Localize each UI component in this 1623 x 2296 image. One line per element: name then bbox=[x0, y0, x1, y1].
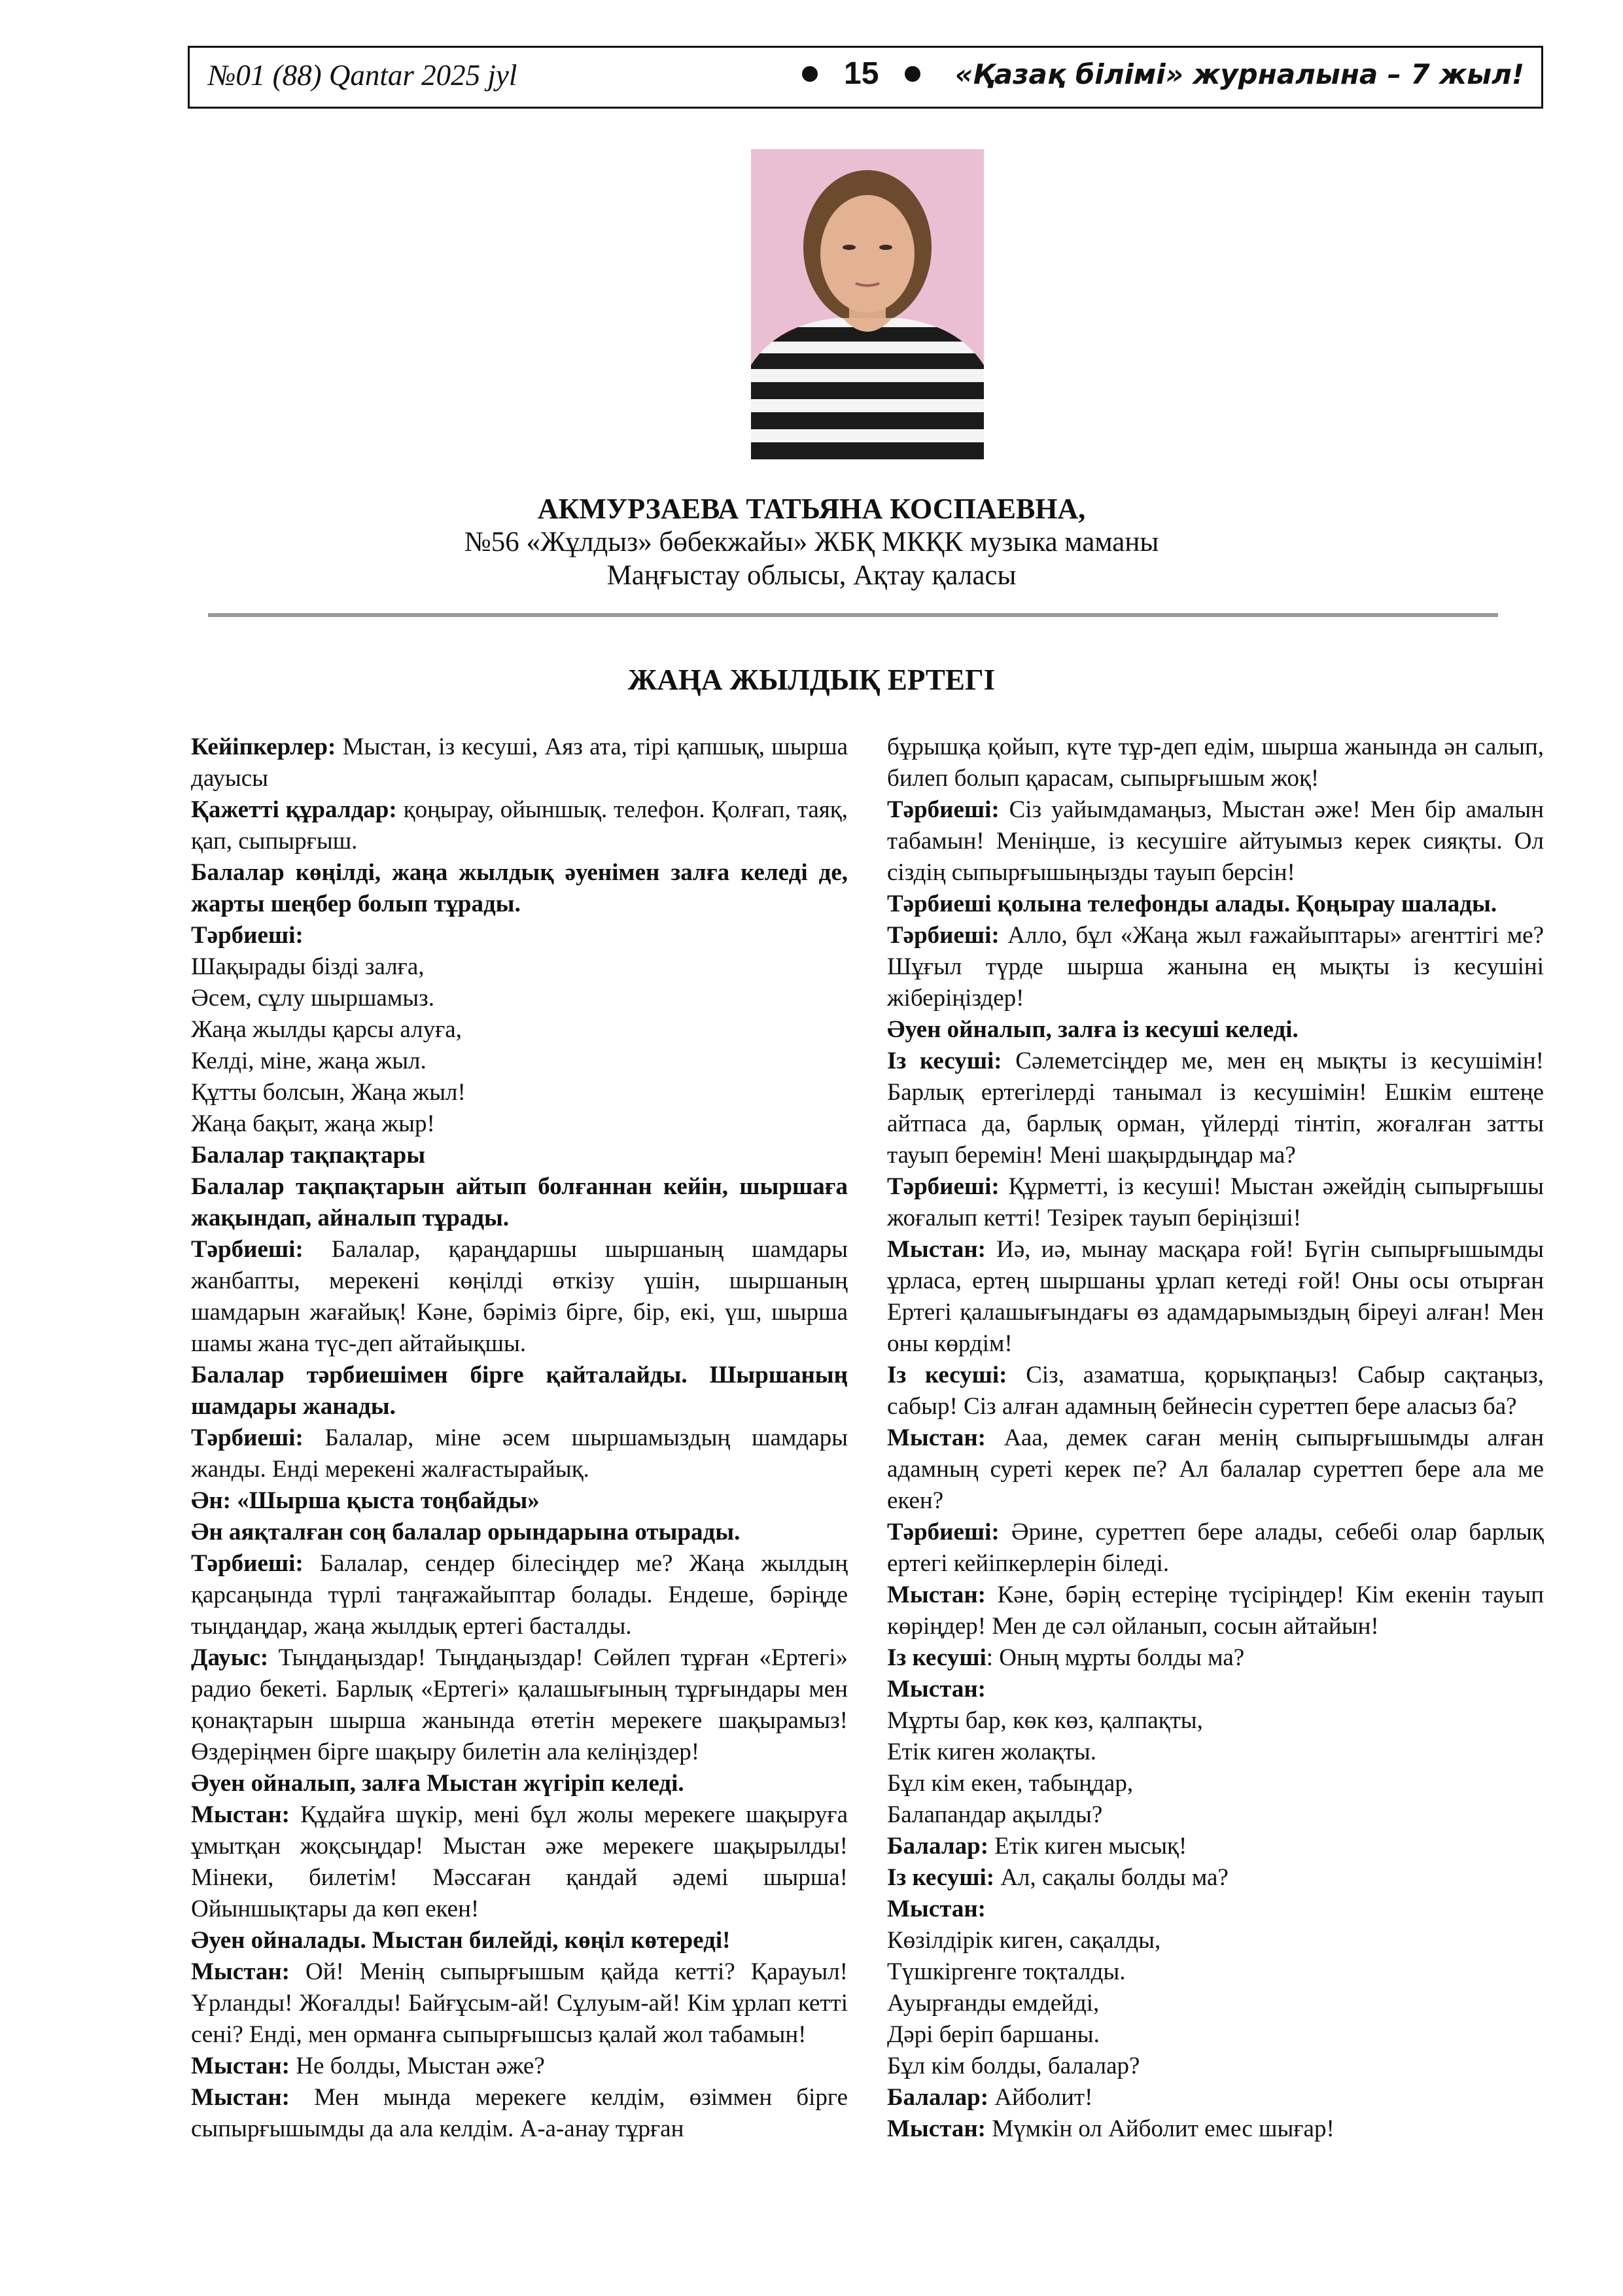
speaker-label: Қажетті құралдар: bbox=[191, 796, 397, 823]
paragraph-text: Әсем, сұлу шыршамыз. bbox=[191, 985, 434, 1012]
article-right-column bbox=[887, 732, 1544, 2145]
speaker-label: Мыстан: bbox=[887, 1896, 986, 1922]
paragraph bbox=[887, 1988, 1544, 2019]
paragraph-text: бұрышқа қойып, күте тұр-деп едім, шырша жанында ән салып, билеп болып қарасам, сыпырғышым жоқ! bbox=[887, 733, 1544, 792]
speaker-label: Кейіпкерлер: bbox=[191, 733, 336, 760]
speaker-label: Ән: «Шырша қыста тоңбайды» bbox=[191, 1487, 540, 1514]
paragraph bbox=[887, 1956, 1544, 1988]
paragraph-text: : Оның мұрты болды ма? bbox=[986, 1644, 1245, 1671]
divider bbox=[208, 613, 1498, 617]
paragraph-text: Балапандар ақылды? bbox=[887, 1801, 1103, 1828]
paragraph bbox=[191, 1077, 848, 1108]
speaker-label: Тәрбиеші қолына телефонды алады. Қоңырау шалады. bbox=[887, 891, 1497, 917]
speaker-label: Із кесуші: bbox=[887, 1362, 1007, 1388]
paragraph-text: Не болды, Мыстан әже? bbox=[290, 2053, 545, 2079]
speaker-label: Балалар тәрбиешімен бірге қайталайды. Шыршаның шамдары жанады. bbox=[191, 1362, 848, 1420]
paragraph bbox=[887, 2113, 1544, 2145]
paragraph bbox=[191, 1925, 848, 1956]
paragraph-text: Ой! Менің сыпырғышым қайда кетті? Қарауыл! Ұрланды! Жоғалды! Байғұсым-ай! Сұлуым-ай! Кім ұрлап кетті сені? Енді, мен орманға сыпырғышсыз қалай жол табамын! bbox=[191, 1958, 848, 2048]
paragraph-text: Ауырғанды емдейді, bbox=[887, 1990, 1100, 2017]
paragraph-text: Құрметті, із кесуші! Мыстан әжейдің сыпырғышы жоғалып кетті! Тезірек тауып беріңізші! bbox=[887, 1173, 1544, 1231]
page-number-block bbox=[802, 56, 920, 92]
paragraph-text: Түшкіргенге тоқталды. bbox=[887, 1958, 1126, 1985]
author-name: АКМУРЗАЕВА ТАТЬЯНА КОСПАЕВНА, bbox=[537, 493, 1086, 525]
paragraph bbox=[191, 732, 848, 794]
speaker-label: Із кесуші: bbox=[887, 1864, 995, 1891]
bullet-dot-icon bbox=[905, 66, 920, 82]
paragraph bbox=[887, 1799, 1544, 1831]
paragraph bbox=[887, 920, 1544, 1014]
paragraph-text: Көзілдірік киген, сақалды, bbox=[887, 1927, 1161, 1954]
speaker-label: Мыстан: bbox=[887, 2115, 986, 2142]
paragraph bbox=[191, 1014, 848, 1046]
paragraph bbox=[191, 794, 848, 857]
speaker-label: Тәрбиеші: bbox=[887, 1173, 1000, 1200]
paragraph bbox=[887, 1014, 1544, 1046]
paragraph-text: Алло, бұл «Жаңа жыл ғажайыптары» агенттігі ме? Шұғыл түрде шырша жанына ең мықты із кесушіні жіберіңіздер! bbox=[887, 922, 1544, 1012]
paragraph-text: Келді, міне, жаңа жыл. bbox=[191, 1048, 427, 1074]
article-left-column bbox=[191, 732, 848, 2145]
speaker-label: Мыстан: bbox=[887, 1581, 986, 1608]
paragraph bbox=[887, 1737, 1544, 1768]
paragraph bbox=[191, 1642, 848, 1768]
paragraph bbox=[887, 1580, 1544, 1642]
paragraph-text: Сәлеметсіңдер ме, мен ең мықты із кесушімін! Барлық ертегілерді танымал із кесушімін! Ешкім ештеңе айтпаса да, барлық орман, үйлерді тінтіп, жоғалған затты тауып беремін! Мені шақырдыңдар ма? bbox=[887, 1048, 1544, 1169]
paragraph-text: Мүмкін ол Айболит емес шығар! bbox=[986, 2115, 1335, 2142]
paragraph bbox=[191, 920, 848, 951]
paragraph bbox=[887, 1768, 1544, 1799]
paragraph bbox=[887, 1862, 1544, 1894]
paragraph bbox=[887, 1674, 1544, 1705]
paragraph bbox=[887, 794, 1544, 889]
speaker-label: Балалар тақпақтары bbox=[191, 1142, 426, 1169]
paragraph bbox=[887, 732, 1544, 794]
paragraph-text: Балалар, сендер білесіңдер ме? Жаңа жылдың қарсаңында түрлі таңғажайыптар болады. Ендеше, бәріңде тыңдаңдар, жаңа жылдық ертегі басталды. bbox=[191, 1550, 848, 1640]
author-position: №56 «Жұлдыз» бөбекжайы» ЖБҚ МКҚК музыка маманы bbox=[464, 527, 1159, 557]
page-number: 15 bbox=[844, 56, 879, 91]
paragraph-text: Ааа, демек саған менің сыпырғышымды алған адамның суреті керек пе? Ал балалар суреттеп бере ала ме екен? bbox=[887, 1424, 1544, 1514]
paragraph bbox=[887, 1171, 1544, 1234]
speaker-label: Із кесуші: bbox=[887, 1048, 1002, 1074]
paragraph bbox=[191, 1548, 848, 1642]
paragraph-text: Мен мында мерекеге келдім, өзіммен бірге сыпырғышымды да ала келдім. А-а-анау тұрған bbox=[191, 2084, 848, 2142]
paragraph-text: Мыстан, із кесуші, Аяз ата, тірі қапшық, шырша дауысы bbox=[191, 733, 848, 792]
speaker-label: Тәрбиеші: bbox=[887, 1519, 1000, 1545]
paragraph bbox=[887, 1894, 1544, 1925]
paragraph bbox=[191, 1171, 848, 1234]
article-title: ЖАҢА ЖЫЛДЫҚ ЕРТЕГІ bbox=[627, 663, 996, 696]
paragraph-text: Балалар, қараңдаршы шыршаның шамдары жанбапты, мерекені көңілді өткізу үшін, шыршаның шамдарын жағайық! Кәне, бәріміз бірге, бір, екі, үш, шырша шамы жана түс-деп айтайықшы. bbox=[191, 1236, 848, 1357]
paragraph bbox=[191, 2082, 848, 2145]
paragraph-text: Мұрты бар, көк көз, қалпақты, bbox=[887, 1707, 1203, 1734]
paragraph bbox=[887, 889, 1544, 920]
speaker-label: Балалар тақпақтарын айтып болғаннан кейін, шыршаға жақындап, айналып тұрады. bbox=[191, 1173, 848, 1231]
speaker-label: Балалар: bbox=[887, 2084, 989, 2111]
paragraph-text: Айболит! bbox=[988, 2084, 1093, 2111]
paragraph-text: Иә, иә, мынау масқара ғой! Бүгін сыпырғышымды ұрласа, ертең шыршаны ұрлап кетеді ғой! Оны осы отырған Ертегі қалашығындағы өз адамдарымыздың біреуі алған! Мен оны көрдім! bbox=[887, 1236, 1544, 1357]
journal-tagline: «Қазақ білімі» журналына – 7 жыл! bbox=[954, 58, 1524, 90]
speaker-label: Мыстан: bbox=[887, 1676, 986, 1703]
paragraph-text: Балалар, міне әсем шыршамыздың шамдары жанды. Енді мерекені жалғастырайық. bbox=[191, 1424, 848, 1483]
paragraph bbox=[887, 1925, 1544, 1956]
paragraph bbox=[191, 951, 848, 983]
paragraph bbox=[191, 1046, 848, 1077]
paragraph bbox=[887, 1517, 1544, 1580]
speaker-label: Мыстан: bbox=[191, 2084, 290, 2111]
paragraph bbox=[191, 1108, 848, 1140]
paragraph-text: Құдайға шүкір, мені бұл жолы мерекеге шақыруға ұмытқан жоқсыңдар! Мыстан әже мерекеге шақырылды! Мінеки, билетім! Мәссаған қандай әдемі шырша! Ойыншықтары да көп екен! bbox=[191, 1801, 848, 1922]
paragraph bbox=[191, 983, 848, 1014]
speaker-label: Әуен ойналып, залға Мыстан жүгіріп келеді. bbox=[191, 1770, 684, 1797]
speaker-label: Тәрбиеші: bbox=[887, 922, 1000, 949]
paragraph bbox=[191, 2051, 848, 2082]
speaker-label: Әуен ойналып, залға із кесуші келеді. bbox=[887, 1016, 1299, 1043]
speaker-label: Тәрбиеші: bbox=[887, 796, 1000, 823]
paragraph-text: Сіз, азаматша, қорықпаңыз! Сабыр сақтаңыз, сабыр! Сіз алған адамның бейнесін суреттеп бере аласыз ба? bbox=[887, 1362, 1544, 1420]
author-photo bbox=[751, 149, 984, 459]
speaker-label: Мыстан: bbox=[887, 1236, 986, 1263]
paragraph-text: Шақырады бізді залға, bbox=[191, 953, 425, 980]
paragraph bbox=[191, 1517, 848, 1548]
speaker-label: Тәрбиеші: bbox=[191, 1236, 304, 1263]
paragraph bbox=[887, 1234, 1544, 1360]
speaker-label: Тәрбиеші: bbox=[191, 922, 304, 949]
paragraph bbox=[887, 2082, 1544, 2113]
speaker-label: Мыстан: bbox=[887, 1424, 986, 1451]
paragraph bbox=[887, 1705, 1544, 1737]
paragraph bbox=[191, 1422, 848, 1485]
paragraph bbox=[191, 1360, 848, 1422]
paragraph bbox=[191, 1234, 848, 1360]
paragraph-text: қоңырау, ойыншық. телефон. Қолғап, таяқ, қап, сыпырғыш. bbox=[191, 796, 848, 855]
issue-number: №01 (88) Qantar 2025 jyl bbox=[208, 59, 517, 92]
speaker-label: Тәрбиеші: bbox=[191, 1550, 304, 1577]
speaker-label: Мыстан: bbox=[191, 1801, 290, 1828]
speaker-label: Із кесуші bbox=[887, 1644, 986, 1671]
paragraph bbox=[887, 1831, 1544, 1862]
paragraph-text: Тыңдаңыздар! Тыңдаңыздар! Сөйлеп тұрған «Ертегі» радио бекеті. Барлық «Ертегі» қалашығының тұрғындары мен қонақтарын шырша жанында өтетін мерекеге шақырамыз! Өздеріңмен бірге шақыру билетін ала келіңіздер! bbox=[191, 1644, 848, 1765]
paragraph-text: Әрине, суреттеп бере алады, себебі олар барлық ертегі кейіпкерлерін біледі. bbox=[887, 1519, 1544, 1577]
paragraph-text: Жаңа жылды қарсы алуға, bbox=[191, 1016, 462, 1043]
speaker-label: Әуен ойналады. Мыстан билейді, көңіл көтереді! bbox=[191, 1927, 731, 1954]
paragraph-text: Дәрі беріп баршаны. bbox=[887, 2021, 1100, 2048]
paragraph-text: Құтты болсын, Жаңа жыл! bbox=[191, 1079, 466, 1106]
speaker-label: Ән аяқталған соң балалар орындарына отырады. bbox=[191, 1519, 741, 1545]
page-header bbox=[188, 46, 1543, 109]
bullet-dot-icon bbox=[802, 66, 818, 82]
speaker-label: Дауыс: bbox=[191, 1644, 269, 1671]
paragraph-text: Етік киген мысық! bbox=[988, 1833, 1187, 1860]
paragraph-text: Сіз уайымдамаңыз, Мыстан әже! Мен бір амалын табамын! Меніңше, із кесушіге айтуымыз керек сияқты. Ол сіздің сыпырғышыңызды тауып берсін! bbox=[887, 796, 1544, 886]
author-location: Маңғыстау облысы, Ақтау қаласы bbox=[606, 560, 1017, 591]
paragraph bbox=[191, 1768, 848, 1799]
paragraph-text: Етік киген жолақты. bbox=[887, 1739, 1097, 1765]
paragraph bbox=[191, 857, 848, 920]
paragraph bbox=[191, 1485, 848, 1517]
paragraph-text: Жаңа бақыт, жаңа жыр! bbox=[191, 1110, 435, 1137]
speaker-label: Балалар: bbox=[887, 1833, 989, 1860]
paragraph bbox=[191, 1956, 848, 2051]
paragraph bbox=[191, 1799, 848, 1925]
paragraph-text: Кәне, бәрің естеріңе түсіріңдер! Кім екенін тауып көріңдер! Мен де сәл ойланып, сосын айтайын! bbox=[887, 1581, 1544, 1640]
paragraph bbox=[887, 1422, 1544, 1517]
paragraph bbox=[887, 1642, 1544, 1674]
paragraph bbox=[887, 2051, 1544, 2082]
paragraph bbox=[887, 1046, 1544, 1171]
speaker-label: Балалар көңілді, жаңа жылдық әуенімен залға келеді де, жарты шеңбер болып тұрады. bbox=[191, 859, 848, 917]
paragraph-text: Бұл кім екен, табыңдар, bbox=[887, 1770, 1134, 1797]
paragraph bbox=[887, 1360, 1544, 1422]
paragraph bbox=[887, 2019, 1544, 2051]
speaker-label: Мыстан: bbox=[191, 1958, 290, 1985]
speaker-label: Мыстан: bbox=[191, 2053, 290, 2079]
paragraph-text: Ал, сақалы болды ма? bbox=[994, 1864, 1229, 1891]
speaker-label: Тәрбиеші: bbox=[191, 1424, 304, 1451]
paragraph-text: Бұл кім болды, балалар? bbox=[887, 2053, 1140, 2079]
paragraph bbox=[191, 1140, 848, 1171]
